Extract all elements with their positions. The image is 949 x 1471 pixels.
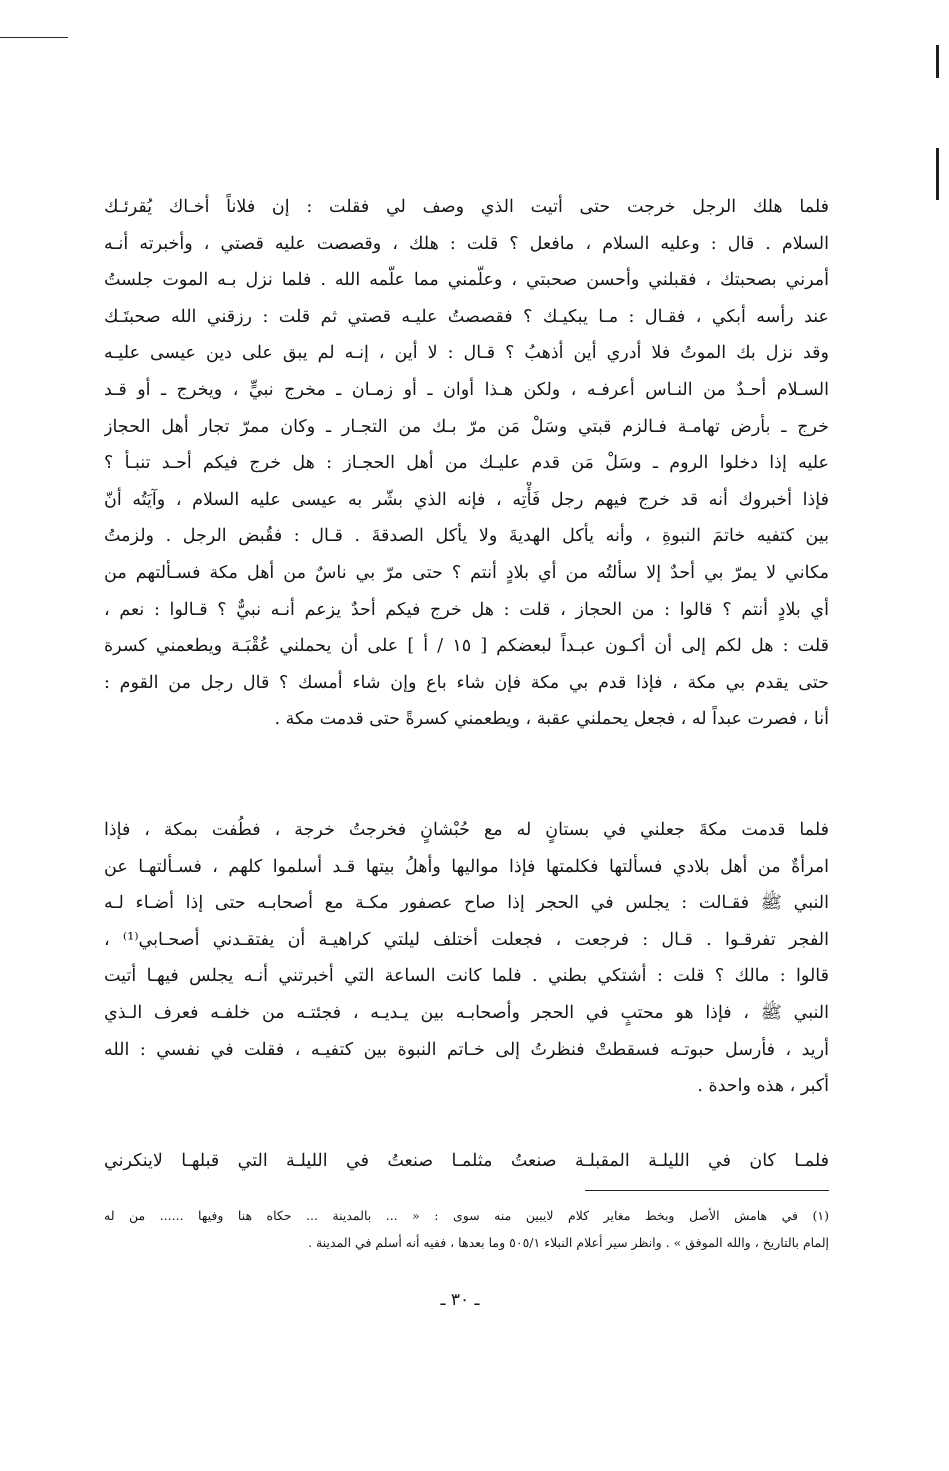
- text-line: أريد ، فأرسل حبوتـه فسقطتْ فنظرتُ إلى خـاتم النبوة بين كتفيـه ، فقلت في نفسي : الله: [104, 1039, 829, 1060]
- text-line: أي بلادٍ أنتم ؟ قالوا : من الحجاز ، قلت : هل خرج فيكم أحدٌ يزعم أنـه نبيٌّ ؟ قـالوا : نعم ،: [104, 599, 829, 620]
- page-number: ـ ٣٠ ـ: [440, 1290, 480, 1310]
- text-line: فلما هلك الرجل خرجت حتى أتيت الذي وصف لي فقلت : إن فلاناً أخـاك يُقرئـك: [104, 197, 829, 217]
- footnote-line: إلمام بالتاريخ ، والله الموفق » . وانظر سير أعلام النبلاء ٥٠٥/١ وما بعدها ، ففيه أنه أسلم في المدينة .: [308, 1235, 829, 1250]
- footnote-line: (١) في هامش الأصل وبخط مغاير كلام لايبين منه سوى : « ... بالمدينة ... حكاه هنا وفيها ...... من له: [104, 1208, 829, 1223]
- text-line: عليه إذا دخلوا الروم ـ وسَلْ مَن قدم عليـك من أهل الحجـاز : هل خرج فيكم أحـد تنبـأ ؟: [104, 453, 829, 474]
- text-line: أنا ، فصرت عبداً له ، فجعل يحملني عقبة ، ويطعمني كسرةً حتى قدمت مكة .: [274, 709, 829, 730]
- text-line: قلت : هل لكم إلى أن أكـون عبـداً لبعضكم [ ١٥ / أ ] على أن يحملني عُقْبَـة ويطعمني كسرة: [104, 636, 829, 657]
- scan-edge-mark: [936, 45, 939, 78]
- footnote-divider: [585, 1190, 829, 1191]
- text-line: أكبر ، هذه واحدة .: [697, 1076, 829, 1097]
- text-line: قالوا : مالك ؟ قلت : أشتكي بطني . فلما كانت الساعة التي أخبرتني أنـه يجلس فيهـا أتيت: [104, 966, 829, 987]
- text-line: وقد نزل بك الموتُ فلا أدري أين أذهبُ ؟ قـال : لا أين ، إنـه لم يبق على دين عيسى عليـه: [104, 343, 829, 364]
- paragraph-3: [104, 1143, 829, 1180]
- text-line: حتى يقدم بي مكة ، فإذا قدم بي مكة فإن شاء باع وإن شاء أمسك ؟ قال رجل من القوم :: [104, 672, 829, 693]
- scan-edge-rule: [0, 37, 68, 38]
- footnotes: [104, 1202, 829, 1256]
- text-line: النبي ﷺ فقـالت : يجلس في الحجر إذا صاح عصفور مكـة مع أصحابـه حتى إذا أضـاء لـه: [104, 893, 829, 914]
- text-line: عند رأسه أبكي ، فقـال : مـا يبكيـك ؟ فقصصتُ عليـه قصتي ثم قلت : رزقني الله صحبتَـك: [104, 306, 829, 327]
- paragraph-1: [104, 189, 829, 738]
- paragraph-2: [104, 812, 829, 1105]
- text-line: السلام . قال : وعليه السلام ، مافعل ؟ قلت : هلك ، وقصصت عليه قصتي ، وأخبرته أنـه: [104, 233, 829, 254]
- text-line: الفجر تفرقـوا . قـال : فرجعت ، فجعلت أختلف ليلتي كراهيـة أن يفتقـدني أصحـابي⁽¹⁾ ،: [104, 929, 829, 950]
- text-line: خرج ـ بأرض تهامـة فـالزم قبتي وسَلْ مَن مرّ بـك من التجـار ـ وكان ممرّ تجار أهل الحجاز: [104, 416, 829, 437]
- text-line: فلما قدمت مكةَ جعلني في بستانٍ له مع حُبْشانٍ فخرجتُ خرجة ، فطُفت بمكة ، فإذا: [104, 820, 829, 840]
- text-line: امرأةٌ من أهل بلادي فسألتها فكلمتها فإذا مواليها وأهلُ بيتها قـد أسلموا كلهم ، فسـألتهـا عن: [104, 856, 829, 877]
- text-line: فلمـا كان في الليلـة المقبلـة صنعتُ مثلمـا صنعتُ في الليلـة التي قبلهـا لاينكرني: [104, 1151, 829, 1171]
- text-line: أمرني بصحبتك ، فقبلني وأحسن صحبتي ، وعلّمني مما علّمه الله . فلما نزل بـه الموت جلستُ: [104, 270, 829, 291]
- text-line: مكاني لا يمرّ بي أحدٌ إلا سألتُه من أي بلادٍ أنتم ؟ حتى مرّ بي ناسٌ من أهل مكة فسـألتهم من: [104, 562, 829, 583]
- text-line: النبي ﷺ ، فإذا هو محتبٍ في الحجر وأصحابـه بين يـديـه ، فجئتـه من خلفـه فعرف الـذي: [104, 1002, 829, 1023]
- text-line: بين كتفيه خاتمَ النبوةِ ، وأنه يأكل الهديةَ ولا يأكل الصدقةَ . قـال : فقُبض الرجل . ولزمتُ: [104, 526, 829, 547]
- text-line: السـلام أحـدٌ من النـاس أعرفـه ، ولكن هـذا أوان ـ أو زمـان ـ مخرج نبيٍّ ، ويخرج ـ أو قـد: [104, 379, 829, 400]
- scan-edge-mark: [936, 148, 939, 200]
- text-line: فإذا أخبروك أنه قد خرج فيهم رجل فَأْتِه ، فإنه الذي بشّر به عيسى عليه السلام ، وآيَتُه أنّ: [104, 489, 829, 510]
